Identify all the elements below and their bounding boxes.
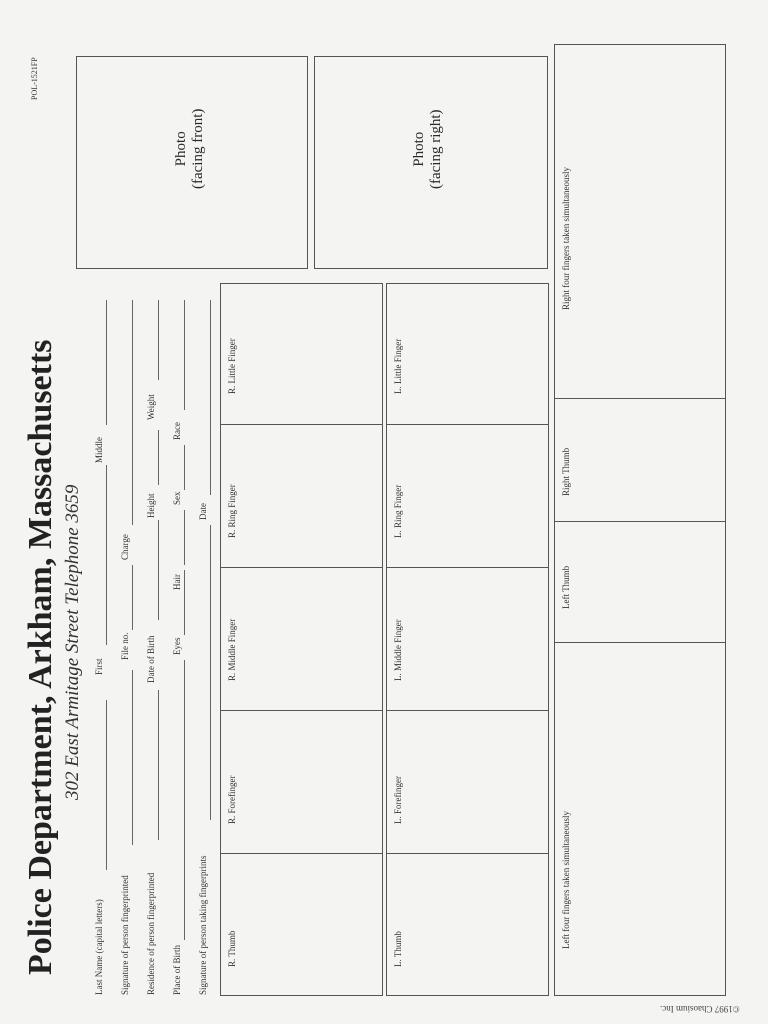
- photo-front-line2: (facing front): [190, 108, 206, 189]
- right-thumb-label: Right Thumb: [561, 447, 571, 496]
- l-ring-finger-label: L. Ring Finger: [393, 484, 403, 538]
- signature-fingerprinted-line[interactable]: [132, 670, 133, 845]
- first-name-line[interactable]: [106, 465, 107, 645]
- last-name-label: Last Name (capital letters): [94, 899, 104, 995]
- right-four-cell[interactable]: [555, 45, 725, 399]
- page-title: Police Department, Arkham, Massachusetts: [22, 339, 59, 975]
- l-forefinger-label: L. Forefinger: [393, 776, 403, 824]
- first-name-label: First: [94, 658, 104, 675]
- left-four-label: Left four fingers taken simultaneously: [561, 811, 571, 949]
- eyes-label: Eyes: [172, 637, 182, 655]
- left-thumb-label: Left Thumb: [561, 565, 571, 609]
- eyes-line[interactable]: [184, 570, 185, 635]
- photo-right-line2: (facing right): [428, 109, 444, 189]
- residence-line[interactable]: [158, 690, 159, 840]
- race-line[interactable]: [184, 300, 185, 410]
- right-four-label: Right four fingers taken simultaneously: [561, 167, 571, 310]
- race-label: Race: [172, 422, 182, 440]
- r-middle-finger-label: R. Middle Finger: [227, 618, 237, 681]
- r-forefinger-cell[interactable]: [221, 712, 382, 854]
- copyright-notice: ©1997 Chaosium Inc.: [660, 1004, 740, 1014]
- left-hand-strip: [386, 283, 549, 996]
- simultaneous-panel: [554, 44, 726, 996]
- place-of-birth-line[interactable]: [184, 660, 185, 940]
- signature-taker-line[interactable]: [210, 525, 211, 820]
- signature-taker-label: Signature of person taking fingerprints: [198, 855, 208, 995]
- photo-front-caption: [173, 109, 207, 189]
- hair-label: Hair: [172, 574, 182, 590]
- l-forefinger-cell[interactable]: [387, 712, 548, 854]
- hair-line[interactable]: [184, 510, 185, 565]
- photo-front-line1: Photo: [173, 131, 189, 167]
- signature-fingerprinted-label: Signature of person fingerprinted: [120, 875, 130, 995]
- form-code: POL-1521FP: [30, 57, 39, 100]
- photo-right-line1: Photo: [411, 131, 427, 167]
- residence-label: Residence of person fingerprinted: [146, 872, 156, 995]
- last-name-line[interactable]: [106, 700, 107, 870]
- date-of-birth-line[interactable]: [158, 520, 159, 620]
- photo-front-box[interactable]: [76, 56, 308, 269]
- charge-label: Charge: [120, 534, 130, 560]
- r-thumb-cell[interactable]: [221, 855, 382, 995]
- r-ring-finger-label: R. Ring Finger: [227, 484, 237, 538]
- weight-label: Weight: [146, 394, 156, 420]
- r-little-finger-label: R. Little Finger: [227, 338, 237, 394]
- date-of-birth-label: Date of Birth: [146, 635, 156, 683]
- middle-name-line[interactable]: [106, 300, 107, 425]
- page-subtitle: 302 East Armitage Street Telephone 3659: [62, 484, 83, 800]
- l-little-finger-cell[interactable]: [387, 284, 548, 425]
- right-hand-strip: [220, 283, 383, 996]
- sex-line[interactable]: [184, 445, 185, 490]
- r-thumb-label: R. Thumb: [227, 930, 237, 967]
- weight-line[interactable]: [158, 300, 159, 380]
- r-ring-finger-cell[interactable]: [221, 426, 382, 568]
- r-forefinger-label: R. Forefinger: [227, 775, 237, 824]
- place-of-birth-label: Place of Birth: [172, 945, 182, 995]
- left-four-cell[interactable]: [555, 644, 725, 995]
- l-ring-finger-cell[interactable]: [387, 426, 548, 568]
- l-thumb-label: L. Thumb: [393, 931, 403, 967]
- middle-name-label: Middle: [94, 437, 104, 463]
- file-no-line[interactable]: [132, 565, 133, 630]
- l-middle-finger-cell[interactable]: [387, 569, 548, 711]
- r-little-finger-cell[interactable]: [221, 284, 382, 425]
- l-middle-finger-label: L. Middle Finger: [393, 619, 403, 681]
- l-thumb-cell[interactable]: [387, 855, 548, 995]
- r-middle-finger-cell[interactable]: [221, 569, 382, 711]
- l-little-finger-label: L. Little Finger: [393, 338, 403, 394]
- file-no-label: File no.: [120, 632, 130, 660]
- charge-line[interactable]: [132, 300, 133, 525]
- sex-label: Sex: [172, 491, 182, 505]
- height-label: Height: [146, 493, 156, 518]
- right-thumb-cell[interactable]: [555, 400, 725, 522]
- photo-right-box[interactable]: [314, 56, 548, 269]
- left-thumb-cell[interactable]: [555, 523, 725, 643]
- photo-right-caption: [411, 109, 445, 189]
- date-line[interactable]: [210, 300, 211, 495]
- height-line[interactable]: [158, 430, 159, 485]
- date-label: Date: [198, 503, 208, 520]
